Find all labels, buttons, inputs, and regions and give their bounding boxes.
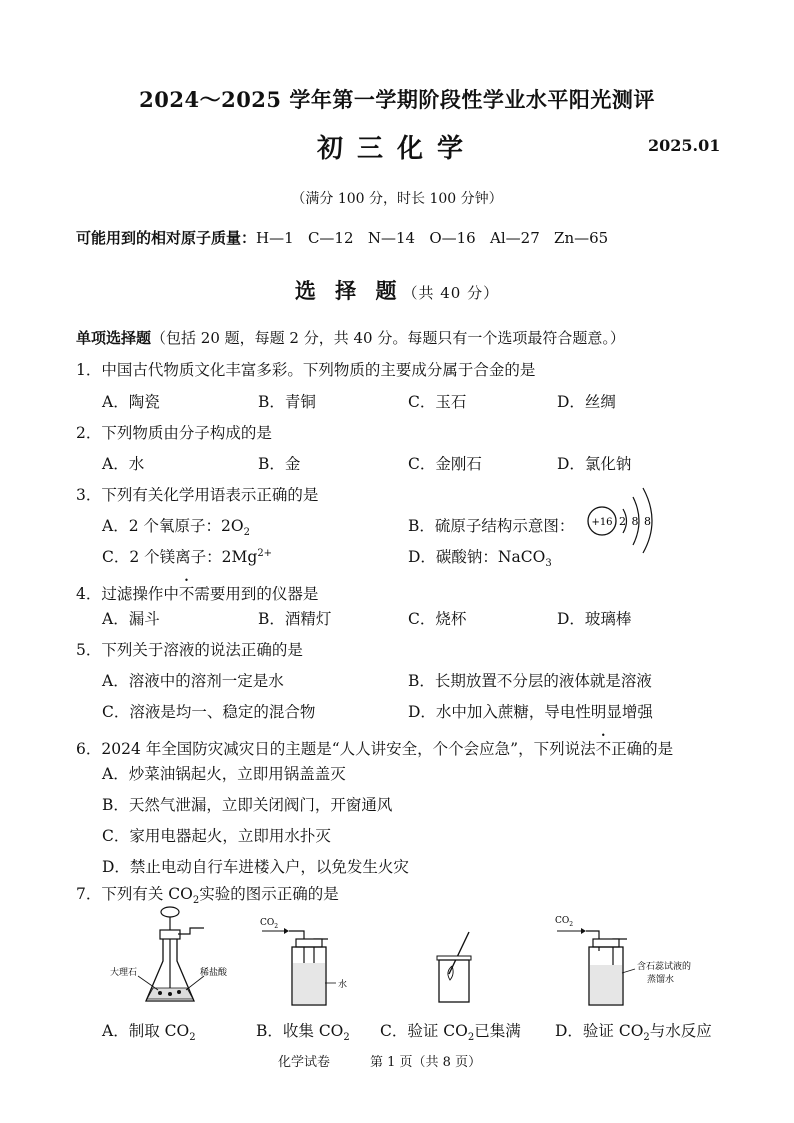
litmus-pointer xyxy=(622,969,635,973)
q5-option-b: B．长期放置不分层的液体就是溶液 xyxy=(408,672,652,690)
q7-option-b xyxy=(256,1019,350,1043)
label-litmus-2: 蒸馏水 xyxy=(647,975,675,985)
q4-stem-pre: 4．过滤操作中 xyxy=(76,585,179,603)
q4-option-b: B．酒精灯 xyxy=(258,610,332,628)
co2-d-text: CO xyxy=(555,916,570,926)
instruction-bold: 单项选择题 xyxy=(76,329,152,347)
q1-option-b: B．青铜 xyxy=(258,393,316,411)
q2-stem: 2．下列物质由分子构成的是 xyxy=(76,424,272,442)
marble-chip xyxy=(177,990,181,994)
q2-option-b: B．金 xyxy=(258,455,301,473)
q1-option-c: C．玉石 xyxy=(408,393,467,411)
figure-a-co2-generator xyxy=(108,906,248,1011)
q5-stem: 5．下列关于溶液的说法正确的是 xyxy=(76,641,303,659)
q3-a-sub: 2 xyxy=(243,527,250,539)
q4-option-c: C．烧杯 xyxy=(408,610,467,628)
q1-stem: 1．中国古代物质文化丰富多彩。下列物质的主要成分属于合金的是 xyxy=(76,361,536,379)
co2-d-sub: 2 xyxy=(569,921,574,928)
q1-option-d: D．丝绸 xyxy=(557,393,616,411)
q6-stem-emph: 不 xyxy=(595,740,612,758)
q7-d-sub: 2 xyxy=(643,1032,650,1044)
q7-stem-post: 实验的图示正确的是 xyxy=(199,885,339,903)
sulfur-atom-diagram xyxy=(583,484,663,554)
q7-d-text: D．验证 CO xyxy=(555,1022,644,1040)
q4-option-a: A．漏斗 xyxy=(102,610,160,628)
funnel-bulb xyxy=(161,907,179,917)
q2-option-c: C．金刚石 xyxy=(408,455,482,473)
q6-stem-pre: 6．2024 年全国防灾减灾日的主题是“人人讲安全，个个会应急”，下列说法 xyxy=(76,740,596,758)
marble-chip xyxy=(168,992,172,996)
label-litmus-1: 含石蕊试液的 xyxy=(637,962,692,972)
q7-a-text: A．制取 CO xyxy=(102,1022,190,1040)
q6-option-c: C．家用电器起火，立即用水扑灭 xyxy=(102,827,331,845)
collecting-bottle xyxy=(439,960,469,1002)
q7-b-text: B．收集 CO xyxy=(256,1022,344,1040)
atomic-mass-label: 可能用到的相对原子质量： xyxy=(76,229,257,247)
bottle-stopper xyxy=(296,939,322,947)
q3-option-a xyxy=(102,514,250,538)
q7-stem-sub: 2 xyxy=(192,895,200,907)
q6-option-b: B．天然气泄漏，立即关闭阀门，开窗通风 xyxy=(102,796,393,814)
q3-c-text: C．2 个镁离子：2Mg xyxy=(102,548,258,566)
q7-stem-pre: 7．下列有关 CO xyxy=(76,885,193,903)
footer-page-number: 第 1 页（共 8 页） xyxy=(370,1055,482,1070)
q6-option-a: A．炒菜油锅起火，立即用锅盖盖灭 xyxy=(102,765,346,783)
exam-date: 2025.01 xyxy=(648,136,721,155)
litmus-water-fill xyxy=(590,965,622,1004)
acid-pointer xyxy=(186,976,204,990)
atomic-mass-line xyxy=(76,227,608,248)
exam-title: 2024～2025 学年第一学期阶段性学业水平阳光测评 xyxy=(139,87,655,112)
q6-option-d: D．禁止电动自行车进楼入户，以免发生火灾 xyxy=(102,858,409,876)
q7-c-sub: 2 xyxy=(467,1032,475,1044)
q7-stem xyxy=(76,882,339,906)
figure-c-co2-full-check xyxy=(425,930,485,1008)
q6-stem xyxy=(76,731,673,759)
section-note: （共 40 分） xyxy=(402,284,500,302)
q7-c-post: 已集满 xyxy=(474,1022,521,1040)
footer-subject: 化学试卷 xyxy=(278,1055,331,1070)
section-title xyxy=(0,275,794,305)
arrow-head xyxy=(581,928,586,934)
q3-option-c xyxy=(102,545,272,567)
q7-option-d xyxy=(555,1019,712,1043)
q7-a-sub: 2 xyxy=(189,1032,196,1044)
q3-d-sub: 3 xyxy=(545,558,552,570)
co2-b-text: CO xyxy=(260,918,275,928)
co2-b-sub: 2 xyxy=(274,923,279,930)
label-marble: 大理石 xyxy=(110,968,138,978)
electron-counts: 2 8 8 xyxy=(619,515,652,528)
q4-stem-post: 需要用到的仪器是 xyxy=(194,585,319,603)
q2-option-a: A．水 xyxy=(102,455,145,473)
q3-option-b: B．硫原子结构示意图： xyxy=(408,517,575,535)
arrow-head xyxy=(284,928,289,934)
q6-stem-post: 正确的是 xyxy=(611,740,674,758)
q3-a-text: A．2 个氧原子：2O xyxy=(102,517,244,535)
marble-pointer xyxy=(138,976,158,990)
label-acid: 稀盐酸 xyxy=(200,968,228,978)
q3-option-d xyxy=(408,545,552,569)
q4-stem xyxy=(76,576,318,604)
figure-b-co2-collection xyxy=(258,913,358,1009)
water-fill xyxy=(293,963,325,1004)
q2-option-d: D．氯化钠 xyxy=(557,455,632,473)
q4-option-d: D．玻璃棒 xyxy=(557,610,632,628)
marble-chip xyxy=(158,991,162,995)
atomic-mass-values: H—1 C—12 N—14 O—16 Al—27 Zn—65 xyxy=(256,229,609,247)
figure-d-co2-water-reaction xyxy=(553,911,723,1009)
label-water: 水 xyxy=(338,980,348,990)
q7-d-post: 与水反应 xyxy=(649,1022,712,1040)
section-title-text: 选 择 题 xyxy=(294,278,403,303)
stopper xyxy=(160,930,180,939)
q7-b-sub: 2 xyxy=(343,1032,350,1044)
q1-option-a: A．陶瓷 xyxy=(102,393,160,411)
q7-option-a xyxy=(102,1019,196,1043)
q7-c-text: C．验证 CO xyxy=(380,1022,468,1040)
q5-option-c: C．溶液是均一、稳定的混合物 xyxy=(102,703,316,721)
q7-option-c xyxy=(380,1019,521,1043)
q4-stem-emph: 不 xyxy=(178,585,195,603)
q3-stem: 3．下列有关化学用语表示正确的是 xyxy=(76,486,319,504)
q3-c-sup: 2+ xyxy=(257,547,273,559)
score-info: （满分 100 分，时长 100 分钟） xyxy=(291,191,503,207)
bottle-stopper xyxy=(593,939,619,947)
label-co2-d xyxy=(555,916,573,928)
burning-splint xyxy=(449,932,469,974)
nucleus-charge: +16 xyxy=(591,517,613,528)
section-instruction xyxy=(76,327,625,348)
label-co2-b xyxy=(260,918,278,930)
q3-d-text: D．碳酸钠：NaCO xyxy=(408,548,546,566)
subject-title: 初三化学 xyxy=(316,134,477,164)
flame-icon xyxy=(448,966,453,980)
q5-option-d: D．水中加入蔗糖，导电性明显增强 xyxy=(408,703,653,721)
instruction-rest: （包括 20 题，每题 2 分，共 40 分。每题只有一个选项最符合题意。） xyxy=(151,329,625,347)
delivery-tube xyxy=(178,928,204,934)
q5-option-a: A．溶液中的溶剂一定是水 xyxy=(102,672,284,690)
